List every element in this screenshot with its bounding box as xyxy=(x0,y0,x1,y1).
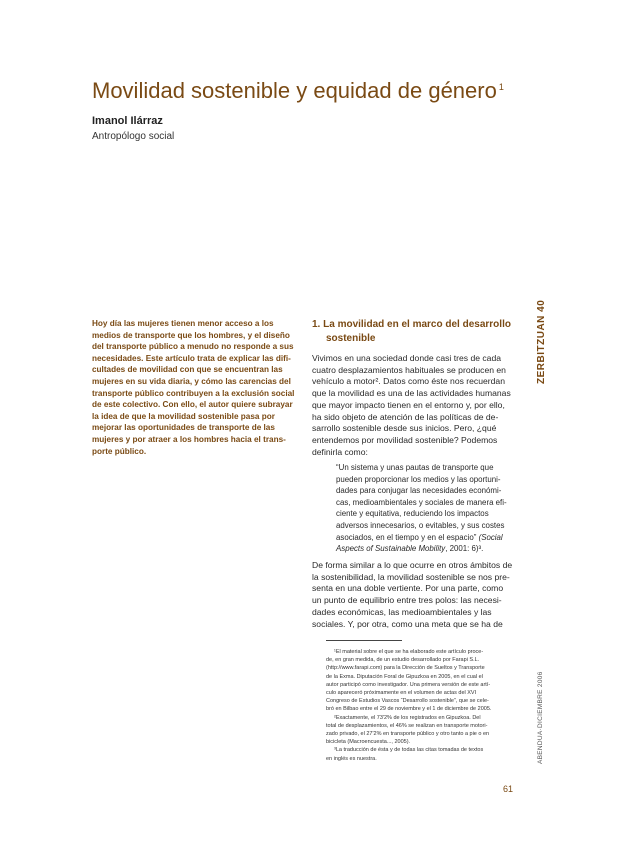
footnotes xyxy=(326,648,526,763)
paragraph-1 xyxy=(312,353,527,458)
abstract-line: mujeres y por atraer a los hombres hacia el trans- xyxy=(92,434,286,444)
body-line: Vivimos en una sociedad donde casi tres de cada xyxy=(312,353,502,363)
body-line: sarrollo sostenible desde sus inicios. Pero, ¿qué xyxy=(312,423,497,434)
body-line: definirla como: xyxy=(312,446,368,457)
abstract-line: necesidades. Este artículo trata de explicar las difi- xyxy=(92,353,291,363)
footnote-line: bró en Bilbao entre el 29 de noviembre y el 1 de diciembre de 2005. xyxy=(326,706,492,713)
section-heading-line: 1. La movilidad en el marco del desarrollo xyxy=(312,319,511,330)
footnote-line: culo apareceró próximamente en el volumen de actas del XVI xyxy=(326,690,477,697)
block-quote xyxy=(336,462,526,555)
quote-line: dades para conjugar las necesidades económi- xyxy=(336,486,502,496)
footnote-line: de, en gran medida, de un estudio desarrollado por Farapi S.L. xyxy=(326,657,480,664)
abstract-line: mejorar las oportunidades de transporte de las xyxy=(92,423,275,433)
journal-name: ZERBITZUAN 40 xyxy=(536,299,547,384)
abstract-line: mujeres en su vida diaria, y cómo las carencias del xyxy=(92,376,291,386)
abstract-line: transporte público contribuyen a la exclusión social xyxy=(92,388,295,398)
quote-citation: Aspects of Sustainable Mobility, 2001: 6)³. xyxy=(336,544,484,554)
body-line: vehículo a motor². Datos como éste nos recuerdan xyxy=(312,376,505,387)
abstract xyxy=(92,318,300,457)
abstract-line: del transporte público a menudo no responde a sus xyxy=(92,342,294,352)
footnote-line: en inglés es nuestra. xyxy=(326,755,377,762)
quote-line: asociados, en el tiempo y en el espacio” (Social xyxy=(336,532,503,542)
footnote-line: (http://www.farapi.com) para la Dirección de Sueltos y Transporte xyxy=(326,665,485,672)
abstract-line: Hoy día las mujeres tienen menor acceso a los xyxy=(92,319,274,328)
quote-line: “Un sistema y unas pautas de transporte que xyxy=(336,463,494,472)
quote-line: cas, medioambientales y sociales de manera efi- xyxy=(336,497,507,507)
footnote-line: ²Exactamente, el 73'2% de los registrados en Gipuzkoa. Del xyxy=(334,714,481,721)
footnote-line: ¹El material sobre el que se ha elaborado este artículo proce- xyxy=(334,649,484,655)
body-line: un punto de equilibrio entre tres polos: las necesi- xyxy=(312,595,502,606)
section-heading xyxy=(312,318,527,346)
author-name: Imanol Ilárraz xyxy=(92,115,163,127)
quote-line: adversos innecesarios, o evitables, y sus costes xyxy=(336,520,505,530)
footnote-line: Congreso de Estudios Vascos “Desarrollo sostenible”, que se cele- xyxy=(326,698,489,705)
body-line: ha sido objeto de atención de las políticas de de- xyxy=(312,411,499,422)
body-line: dades económicas, las medioambientales y las xyxy=(312,606,492,617)
body-line: la sostenibilidad, la movilidad sostenible se nos pre- xyxy=(312,571,510,582)
abstract-line: medios de transporte que los hombres, y el diseño xyxy=(92,330,290,340)
abstract-line: de este colectivo. Con ello, el autor quiere subrayar xyxy=(92,400,293,410)
paragraph-2 xyxy=(312,560,527,630)
body-line: De forma similar a lo que ocurre en otros ámbitos de xyxy=(312,560,513,570)
body-line: que la movilidad es una de las actividades humanas xyxy=(312,388,511,399)
footnote-line: ³La traducción de ésta y de todas las citas tomadas de textos xyxy=(334,747,484,754)
footnote-line: bicicleta (Macroencuesta..., 2005). xyxy=(326,739,411,746)
footnote-line: total de desplazamientos, el 46% se realizan en transporte motori- xyxy=(326,722,488,729)
footnote-line: de la Exma. Diputación Foral de Gipuzkoa en 2005, en el cual el xyxy=(326,673,483,680)
quote-line: ciente y equitativa, reduciendo los impactos xyxy=(336,509,489,519)
body-line: sociales. Y, por otra, como una meta que se ha de xyxy=(312,618,503,629)
body-line: senta en una doble vertiente. Por una parte, como xyxy=(312,583,504,594)
body-line: que mayor impacto tienen en el entorno y, por ello, xyxy=(312,399,505,410)
body-line: cuatro desplazamientos habituales se producen en xyxy=(312,364,506,375)
article-title: Movilidad sostenible y equidad de género $^1$ xyxy=(92,78,504,103)
title-footnote-mark: 1 xyxy=(498,82,504,92)
abstract-line: porte público. xyxy=(92,446,147,456)
footnote-divider xyxy=(326,640,402,641)
section-heading-line: sostenible xyxy=(326,333,376,344)
footnote-line: zado privado, el 27'2% en transporte público y otro tanto a pie o en xyxy=(326,731,490,738)
abstract-line: la idea de que la movilidad sostenible pasa por xyxy=(92,411,275,421)
abstract-line: cultades de movilidad con que se encuentran las xyxy=(92,365,283,375)
footnote-line: autor participó como investigador. Una primera versión de este artí- xyxy=(326,681,491,688)
quote-line: pueden proporcionar los medios y las oportuni- xyxy=(336,474,501,484)
page-number: 61 xyxy=(503,784,514,794)
body-line: entendemos por movilidad sostenible? Podemos xyxy=(312,434,498,445)
author-role: Antropólogo social xyxy=(92,131,175,142)
issue-date: ABENDUA·DICIEMBRE 2006 xyxy=(537,671,544,764)
